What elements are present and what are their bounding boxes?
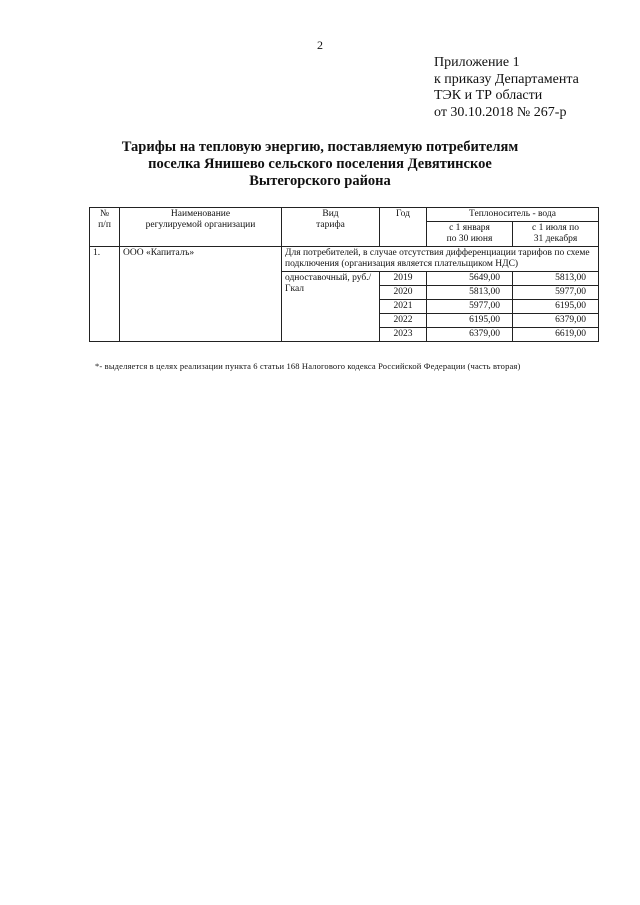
tariff-h1-cell: 5649,00 bbox=[427, 272, 513, 286]
title-line: Вытегорского района bbox=[249, 173, 391, 189]
row-number: 1. bbox=[90, 247, 120, 342]
header-heat-carrier: Теплоноситель - вода bbox=[427, 208, 599, 222]
table-header-row bbox=[90, 208, 599, 222]
page-number: 2 bbox=[317, 38, 323, 52]
tariff-table bbox=[89, 207, 599, 342]
tariff-h2-cell: 6195,00 bbox=[513, 300, 599, 314]
tariff-h2-cell: 5813,00 bbox=[513, 272, 599, 286]
table-row bbox=[90, 247, 599, 272]
tariff-h1-cell: 5977,00 bbox=[427, 300, 513, 314]
annex-line: к приказу Департамента bbox=[434, 71, 579, 87]
tariff-h1-cell: 6379,00 bbox=[427, 328, 513, 342]
footnote: *- выделяется в целях реализации пункта 6 статьи 168 Налогового кодекса Российской Федерации (часть вторая) bbox=[95, 361, 521, 371]
header-organization: Наименование регулируемой организации bbox=[120, 208, 282, 247]
document-title bbox=[0, 139, 640, 190]
year-cell: 2023 bbox=[380, 328, 427, 342]
tariff-h1-cell: 5813,00 bbox=[427, 286, 513, 300]
year-cell: 2022 bbox=[380, 314, 427, 328]
tariff-type: одноставочный, руб./Гкал bbox=[282, 272, 380, 342]
title-line: Тарифы на тепловую энергию, поставляемую потребителям bbox=[121, 139, 519, 155]
tariff-h2-cell: 6379,00 bbox=[513, 314, 599, 328]
header-num: № п/п bbox=[90, 208, 120, 247]
year-cell: 2019 bbox=[380, 272, 427, 286]
annex-line: Приложение 1 bbox=[434, 55, 520, 70]
header-year: Год bbox=[380, 208, 427, 247]
annex-block bbox=[434, 55, 579, 121]
tariff-h2-cell: 5977,00 bbox=[513, 286, 599, 300]
title-line: поселка Янишево сельского поселения Девятинское bbox=[148, 156, 492, 172]
header-period-1: с 1 января по 30 июня bbox=[427, 222, 513, 247]
year-cell: 2021 bbox=[380, 300, 427, 314]
header-tariff-type: Вид тарифа bbox=[282, 208, 380, 247]
year-cell: 2020 bbox=[380, 286, 427, 300]
annex-line: от 30.10.2018 № 267-р bbox=[434, 104, 567, 120]
consumer-note: Для потребителей, в случае отсутствия дифференциации тарифов по схеме подключения (организация является плательщиком НДС) bbox=[282, 247, 599, 272]
tariff-h1-cell: 6195,00 bbox=[427, 314, 513, 328]
organization-name: ООО «Капиталъ» bbox=[120, 247, 282, 342]
header-period-2: с 1 июля по 31 декабря bbox=[513, 222, 599, 247]
tariff-h2-cell: 6619,00 bbox=[513, 328, 599, 342]
annex-line: ТЭК и ТР области bbox=[434, 88, 543, 103]
